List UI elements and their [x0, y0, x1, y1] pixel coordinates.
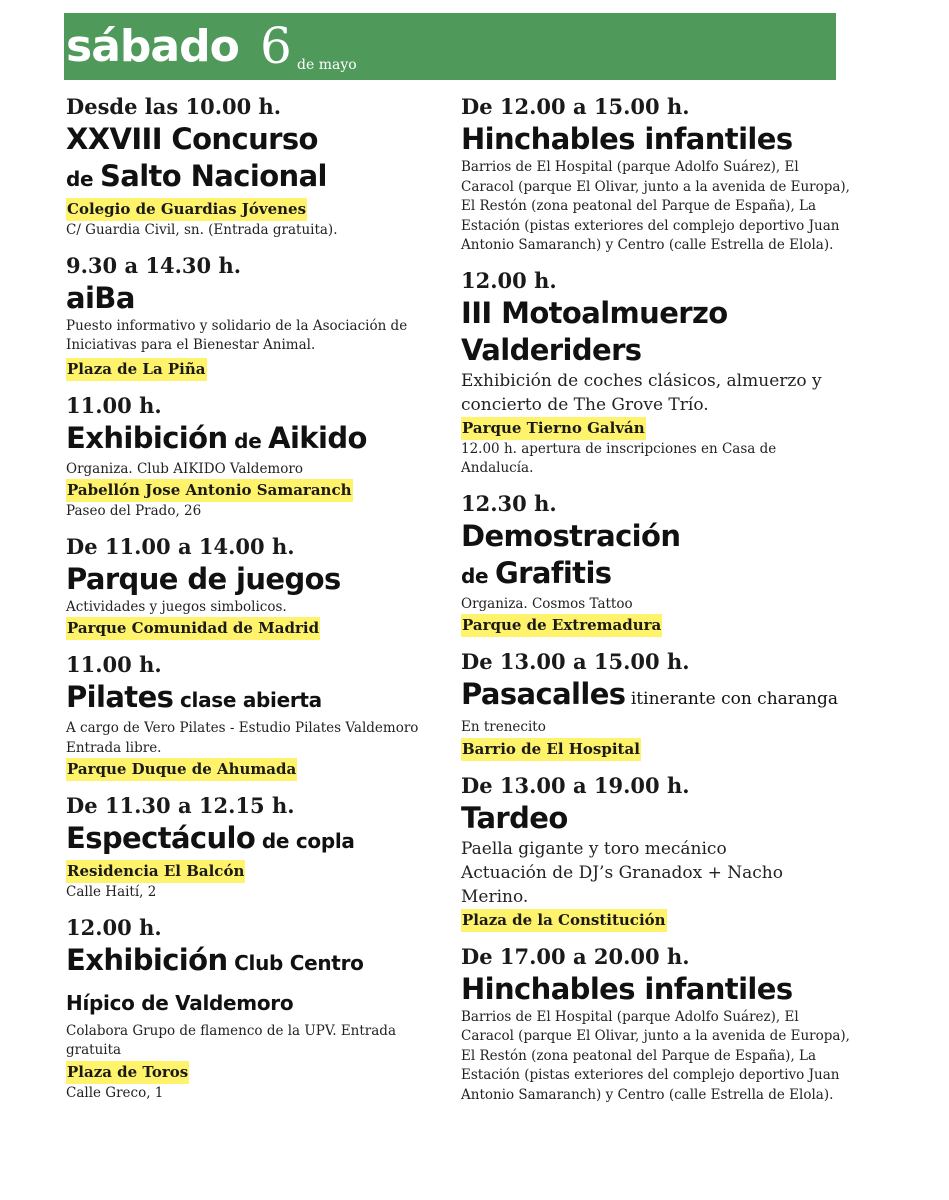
event-time: Desde las 10.00 h.	[66, 94, 282, 119]
event-time: 11.00 h.	[66, 652, 162, 677]
event-place: Pabellón Jose Antonio Samaranch	[66, 479, 353, 502]
event-title: Exhibición de Aikido	[66, 420, 367, 455]
event-tardeo	[461, 772, 851, 932]
event-title-line2: Hípico de Valdemoro	[66, 990, 294, 1015]
event-place: Residencia El Balcón	[66, 860, 245, 883]
month-label: de mayo	[297, 57, 357, 73]
event-address: Paseo del Prado, 26	[66, 503, 202, 519]
event-description-2: Entrada libre.	[66, 739, 162, 756]
event-address: Calle Greco, 1	[66, 1084, 164, 1101]
event-note: 12.00 h. apertura de inscripciones en Casa de Andalucía.	[461, 440, 777, 476]
event-title: Demostración	[461, 518, 681, 553]
event-time: 12.30 h.	[461, 490, 557, 516]
event-hinchables-1	[461, 93, 851, 256]
event-motoalmuerzo	[461, 267, 851, 479]
event-time: 9.30 a 14.30 h.	[66, 252, 242, 278]
event-title-line2: Valderiders	[461, 332, 642, 367]
event-place: Parque Tierno Galván	[461, 417, 646, 440]
event-place: Colegio de Guardias Jóvenes	[66, 198, 307, 221]
event-time: 12.00 h.	[461, 267, 557, 293]
event-place: Plaza de la Constitución	[461, 909, 667, 932]
event-address: Calle Haití, 2	[66, 884, 157, 900]
event-time: De 13.00 a 19.00 h.	[461, 772, 690, 798]
event-title: Pasacalles itinerante con charanga	[461, 677, 839, 711]
event-title-line2: de Salto Nacional	[66, 159, 327, 193]
event-description: Actividades y juegos simbolicos.	[66, 598, 287, 615]
event-place: Barrio de El Hospital	[461, 738, 641, 761]
event-hinchables-2	[461, 943, 851, 1106]
event-salto	[66, 93, 446, 241]
event-title: Parque de juegos	[66, 561, 341, 596]
event-place: Plaza de Toros	[66, 1061, 189, 1084]
right-column	[461, 93, 851, 1105]
event-aikido	[66, 392, 446, 522]
event-place: Parque Comunidad de Madrid	[66, 617, 320, 640]
event-grafitis	[461, 490, 851, 638]
event-description: Barrios de El Hospital (parque Adolfo Suárez), El Caracol (parque El Olivar, junto a la avenida de Europa), El Restón (zona peatonal del Parque de España), La Estación (pistas exteriores del complejo deportivo Juan Antonio Samaranch) y Centro (calle Estrella de Elola).	[461, 1008, 850, 1103]
event-address: C/ Guardia Civil, sn. (Entrada gratuita).	[66, 222, 338, 238]
event-time: De 13.00 a 15.00 h.	[461, 649, 690, 674]
event-time: 11.00 h.	[66, 392, 162, 418]
event-place: Plaza de La Piña	[66, 358, 207, 381]
event-description: Colabora Grupo de flamenco de la UPV. Entrada gratuita	[66, 1022, 396, 1058]
event-description-2: Actuación de DJ’s Granadox + Nacho Merino.	[461, 862, 783, 907]
event-title: Exhibición Club Centro	[66, 942, 364, 977]
event-title: aiBa	[66, 280, 135, 315]
event-description: Paella gigante y toro mecánico	[461, 838, 727, 859]
event-time: De 11.00 a 14.00 h.	[66, 533, 295, 559]
event-description: Barrios de El Hospital (parque Adolfo Suárez), El Caracol (parque El Olivar, junto a la avenida de Europa), El Restón (zona peatonal del Parque de España), La Estación (pistas exteriores del complejo deportivo Juan Antonio Samaranch) y Centro (calle Estrella de Elola).	[461, 159, 850, 253]
event-description: Organiza. Club AIKIDO Valdemoro	[66, 460, 303, 477]
event-time: 12.00 h.	[66, 914, 162, 940]
day-name: sábado	[66, 21, 239, 72]
event-time: De 11.30 a 12.15 h.	[66, 793, 295, 818]
event-parque-juegos	[66, 533, 446, 641]
event-title: Tardeo	[461, 800, 568, 835]
event-title: Espectáculo de copla	[66, 821, 355, 855]
event-title-line2: de Grafitis	[461, 555, 612, 590]
event-description: Puesto informativo y solidario de la Asociación de Iniciativas para el Bienestar Animal.	[66, 317, 408, 353]
event-place: Parque de Extremadura	[461, 614, 662, 637]
event-description: Organiza. Cosmos Tattoo	[461, 595, 633, 612]
event-hipico	[66, 914, 446, 1104]
event-pilates	[66, 651, 446, 781]
event-aiba	[66, 252, 446, 381]
date-header	[64, 13, 836, 80]
event-time: De 17.00 a 20.00 h.	[461, 943, 690, 969]
event-copla	[66, 792, 446, 903]
event-pasacalles	[461, 648, 851, 761]
event-title: XXVIII Concurso	[66, 122, 318, 156]
event-title: III Motoalmuerzo	[461, 295, 728, 330]
event-time: De 12.00 a 15.00 h.	[461, 94, 690, 119]
event-description: A cargo de Vero Pilates - Estudio Pilates Valdemoro	[66, 720, 419, 736]
event-title: Pilates clase abierta	[66, 680, 322, 714]
event-description: En trenecito	[461, 719, 546, 735]
event-place: Parque Duque de Ahumada	[66, 758, 297, 781]
day-number: 6	[260, 17, 292, 75]
event-title: Hinchables infantiles	[461, 971, 793, 1006]
event-title: Hinchables infantiles	[461, 122, 793, 156]
left-column	[66, 93, 446, 1103]
event-description: Exhibición de coches clásicos, almuerzo y concierto de The Grove Trío.	[461, 370, 822, 415]
